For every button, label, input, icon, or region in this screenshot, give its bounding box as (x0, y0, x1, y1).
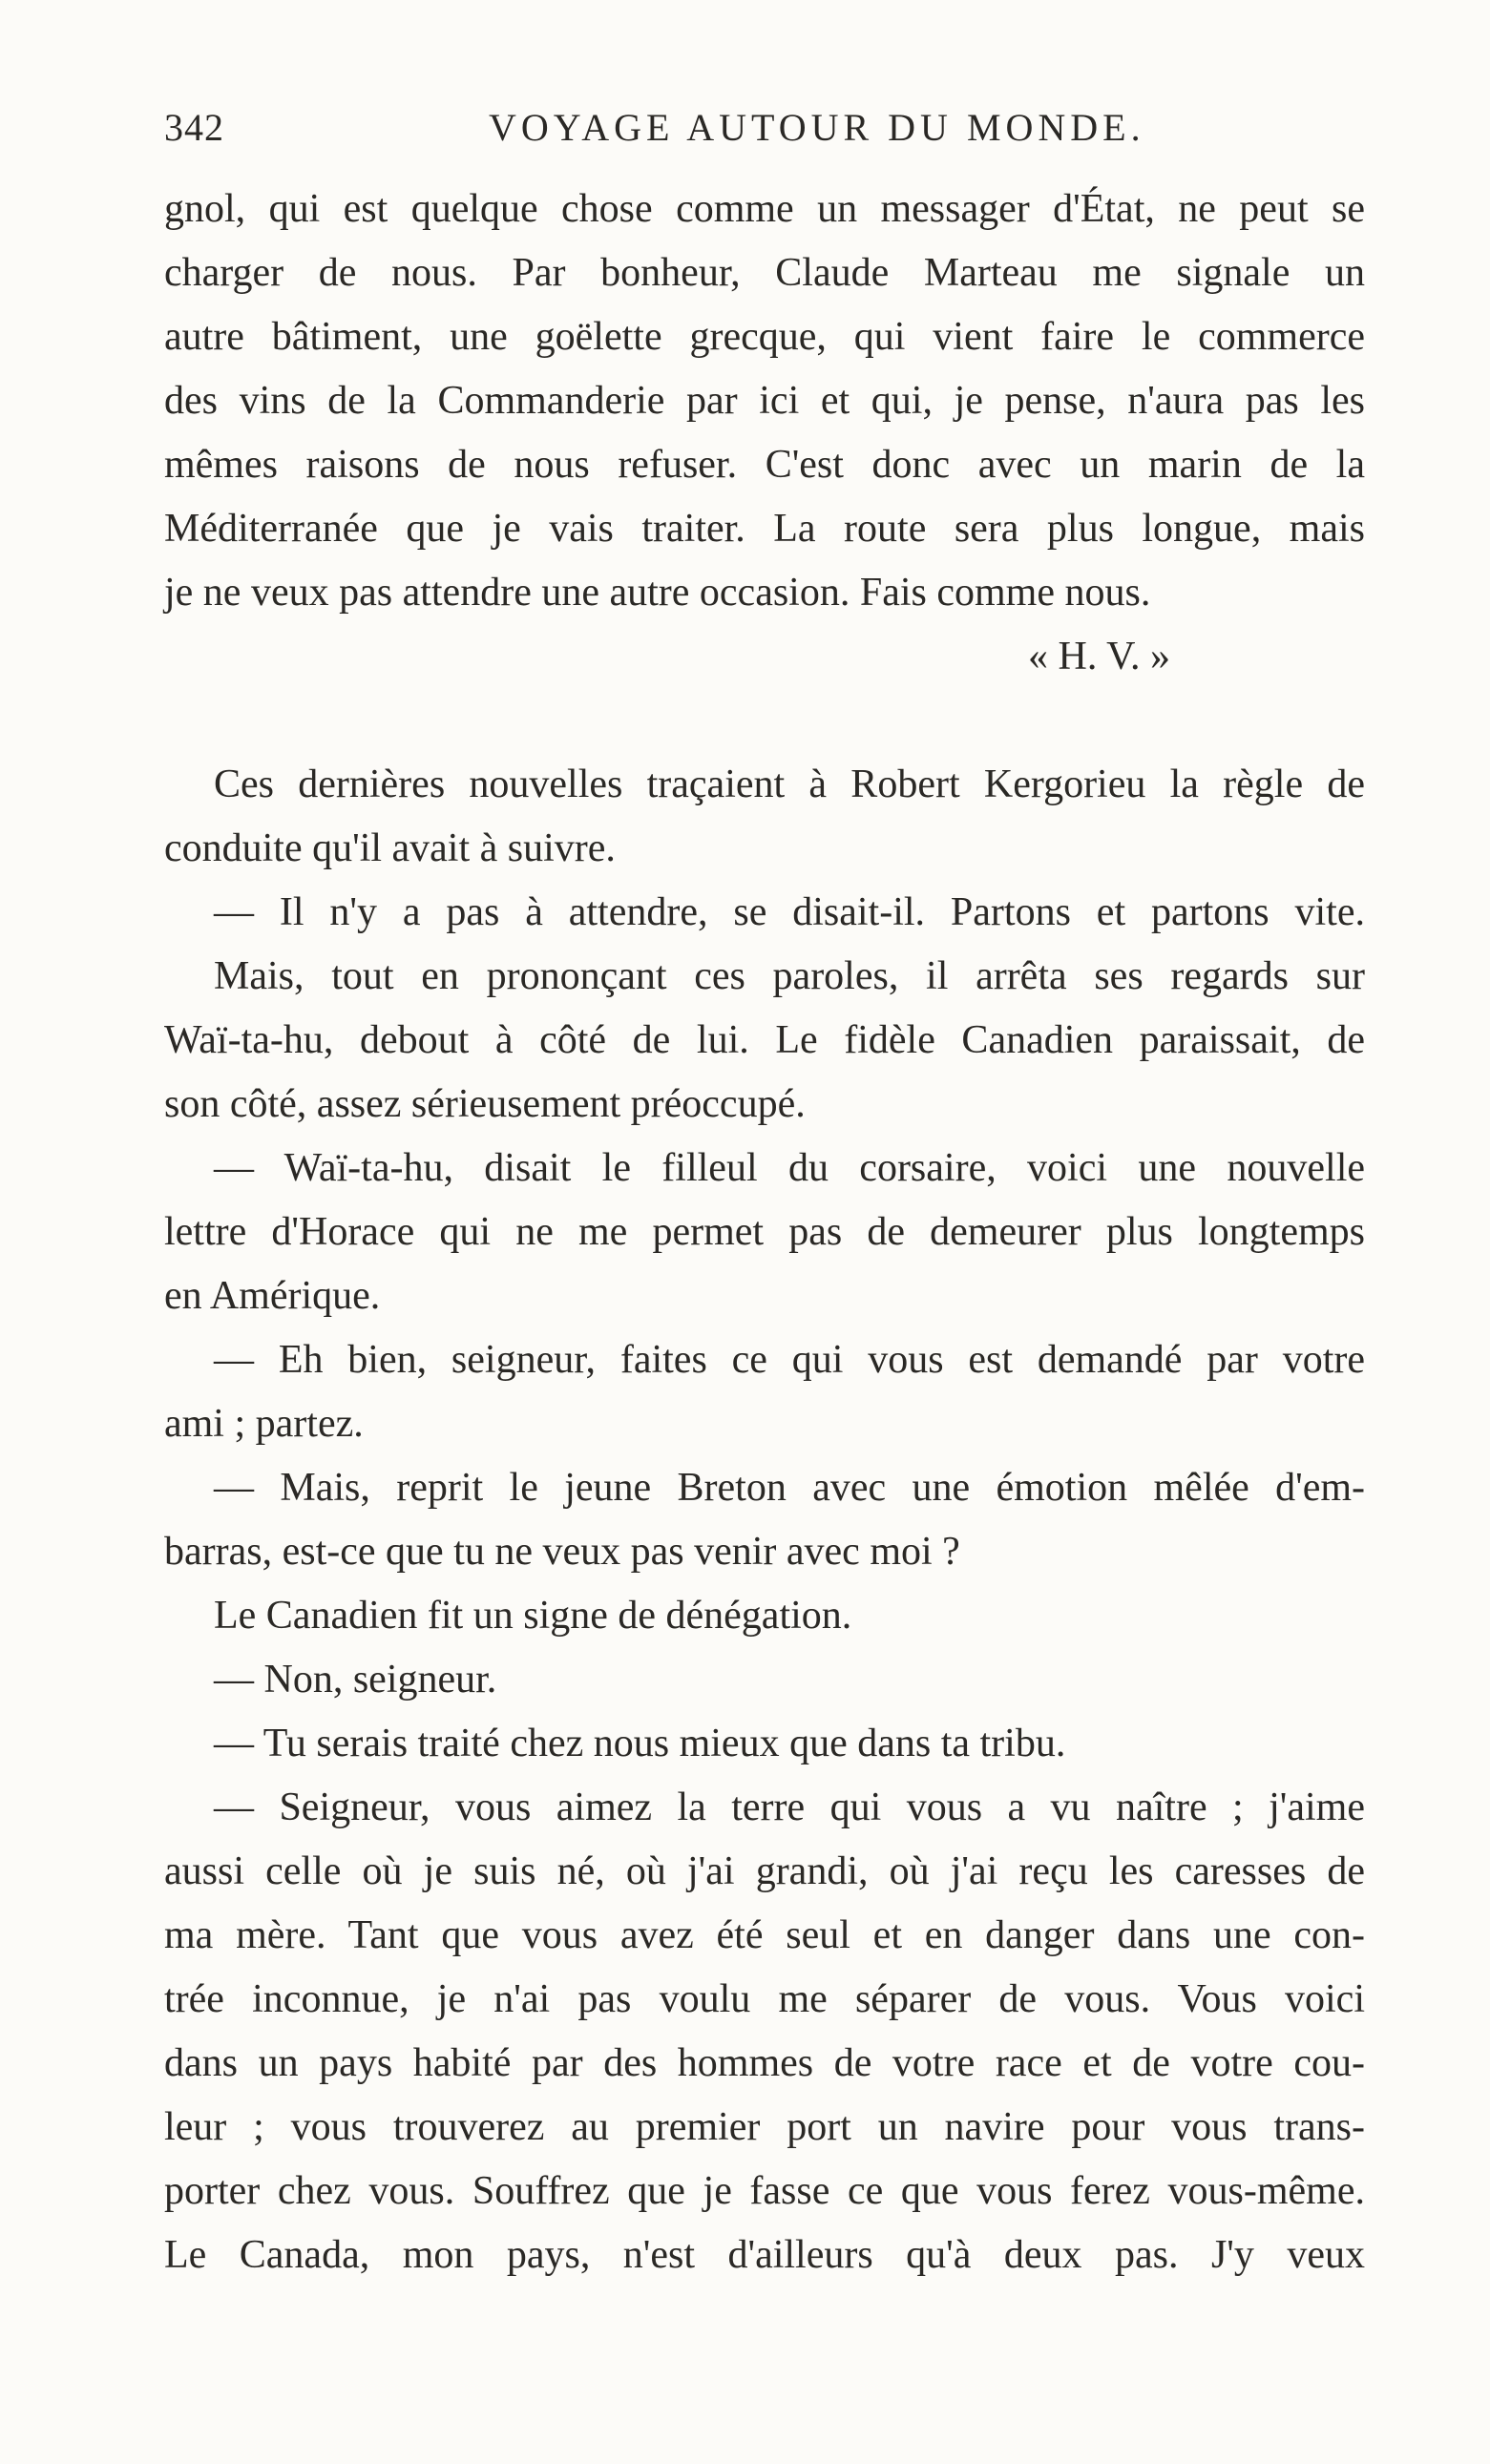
text-line: Le Canada, mon pays, n'est d'ailleurs qu'à deux pas. J'y veux (164, 2233, 1365, 2277)
text-line: — Il n'y a pas à attendre, se disait-il. Partons et partons vite. (214, 890, 1365, 934)
paragraph-gap (164, 689, 1365, 753)
text-line: — Eh bien, seigneur, faites ce qui vous est demandé par votre (214, 1338, 1365, 1382)
text-line: porter chez vous. Souffrez que je fasse ce que vous ferez vous-même. (164, 2169, 1365, 2213)
text-line: charger de nous. Par bonheur, Claude Marteau me signale un (164, 251, 1365, 295)
text-line: Méditerranée que je vais traiter. La route sera plus longue, mais (164, 507, 1365, 551)
text-line: — Mais, reprit le jeune Breton avec une émotion mêlée d'em- (214, 1466, 1365, 1510)
text-line: autre bâtiment, une goëlette grecque, qui vient faire le commerce (164, 315, 1365, 359)
text-line: son côté, assez sérieusement préoccupé. (164, 1082, 806, 1126)
text-line: Le Canadien fit un signe de dénégation. (214, 1594, 852, 1638)
text-line: dans un pays habité par des hommes de votre race et de votre cou- (164, 2041, 1365, 2085)
running-title: VOYAGE AUTOUR DU MONDE. (489, 106, 1145, 149)
text-line: — Waï-ta-hu, disait le filleul du corsaire, voici une nouvelle (214, 1146, 1365, 1190)
text-line: Mais, tout en prononçant ces paroles, il arrêta ses regards sur (214, 954, 1365, 998)
text-line: leur ; vous trouverez au premier port un navire pour vous trans- (164, 2105, 1365, 2149)
text-line: ami ; partez. (164, 1402, 364, 1446)
text-line: Ces dernières nouvelles traçaient à Robert Kergorieu la règle de (214, 762, 1365, 806)
page-header (164, 105, 1384, 162)
text-line: trée inconnue, je n'ai pas voulu me séparer de vous. Vous voici (164, 1977, 1365, 2021)
text-line: je ne veux pas attendre une autre occasion. Fais comme nous. (164, 571, 1151, 615)
text-line: lettre d'Horace qui ne me permet pas de demeurer plus longtemps (164, 1210, 1365, 1254)
text-line: gnol, qui est quelque chose comme un messager d'État, ne peut se (164, 187, 1365, 231)
text-line: — Non, seigneur. (214, 1658, 497, 1702)
text-line: ma mère. Tant que vous avez été seul et en danger dans une con- (164, 1913, 1365, 1957)
letter-signature: « H. V. » (1028, 635, 1170, 679)
text-line: conduite qu'il avait à suivre. (164, 826, 616, 870)
text-line: Waï-ta-hu, debout à côté de lui. Le fidèle Canadien paraissait, de (164, 1018, 1365, 1062)
text-line: des vins de la Commanderie par ici et qui, je pense, n'aura pas les (164, 379, 1365, 423)
text-line: mêmes raisons de nous refuser. C'est donc avec un marin de la (164, 443, 1365, 487)
body-text (164, 177, 1365, 2287)
text-line: — Tu serais traité chez nous mieux que dans ta tribu. (214, 1722, 1066, 1765)
page-number: 342 (164, 106, 224, 149)
text-line: aussi celle où je suis né, où j'ai grandi, où j'ai reçu les caresses de (164, 1849, 1365, 1893)
text-line: barras, est-ce que tu ne veux pas venir avec moi ? (164, 1530, 960, 1574)
text-line: — Seigneur, vous aimez la terre qui vous a vu naître ; j'aime (214, 1785, 1365, 1829)
text-line: en Amérique. (164, 1274, 381, 1318)
